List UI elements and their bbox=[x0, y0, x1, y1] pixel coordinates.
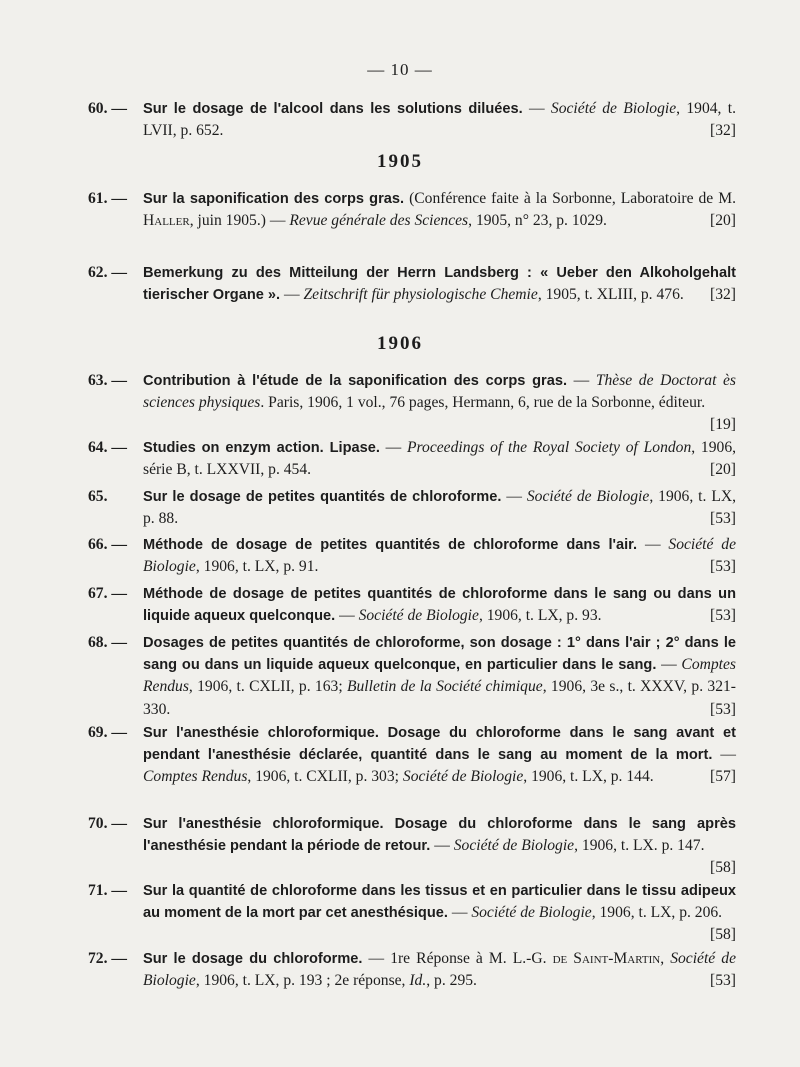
entry-title: Sur l'anesthésie chloroformique. Dosage du chloroforme dans le sang avant et pendant l'anesthésie déclarée, quantité dans le sang au moment de la mort. bbox=[143, 725, 736, 764]
entry-separator: — bbox=[637, 536, 669, 553]
entry-reference: [53] bbox=[710, 607, 736, 625]
entry-number: 61. — bbox=[88, 190, 127, 207]
entry-title: Sur la saponification des corps gras. bbox=[143, 191, 405, 207]
entry-title: Bemerkung zu des Mitteilung der Herrn Landsberg : « Ueber den Alkoholgehalt tierischer Organe ». bbox=[143, 265, 736, 304]
entry-reference: [53] bbox=[710, 700, 736, 718]
entry-number: 66. — bbox=[88, 536, 127, 553]
entry-reference: [20] bbox=[710, 461, 736, 479]
entry-reference: [58] bbox=[710, 926, 736, 944]
entry-note: (Conférence faite à la Sorbonne, Laboratoire de M. bbox=[404, 190, 737, 207]
entry-separator: — bbox=[656, 656, 682, 674]
entry-number: 62. — bbox=[88, 264, 127, 281]
entry-text bbox=[143, 486, 736, 530]
entry-title: Contribution à l'étude de la saponification des corps gras. bbox=[143, 373, 568, 389]
entry-text bbox=[143, 262, 736, 306]
entry-person: Haller bbox=[143, 212, 190, 230]
entry-journal: Société de Biologie bbox=[143, 536, 737, 576]
entry-details: , 1906, série B, t. LXXVII, p. 454. bbox=[143, 439, 737, 479]
entry-text bbox=[143, 534, 736, 578]
bibliography-entry bbox=[88, 98, 736, 142]
entry-reference: [53] bbox=[710, 510, 736, 528]
year-heading: 1905 bbox=[377, 151, 423, 172]
entry-title: Sur le dosage de l'alcool dans les solutions diluées. bbox=[143, 101, 523, 117]
entry-details: . Paris, 1906, 1 vol., 76 pages, Hermann, 6, rue de la Sorbonne, éditeur. bbox=[260, 394, 706, 412]
bibliography-entry bbox=[88, 370, 736, 437]
entry-text bbox=[143, 948, 736, 992]
entry-journal: Id. bbox=[409, 972, 427, 990]
entry-details: , 1906, t. CXLII, p. 163; bbox=[188, 678, 347, 696]
bibliography-entry bbox=[88, 534, 736, 578]
entry-title: Sur la quantité de chloroforme dans les tissus et en particulier dans le tissu adipeux au moment de la mort par cet anesthésique. bbox=[143, 883, 736, 922]
entry-number: 65. bbox=[88, 488, 108, 505]
entry-journal: Revue générale des Sciences bbox=[289, 212, 469, 230]
entry-separator: — bbox=[567, 372, 596, 389]
entry-details: , 1906, t. LX. p. 147. bbox=[574, 837, 705, 855]
entry-details: , 1906, t. LX, p. 193 ; 2e réponse, bbox=[195, 972, 410, 990]
entry-details: , 1906, t. LX, p. 91. bbox=[195, 558, 319, 576]
entry-number: 71. — bbox=[88, 882, 127, 899]
entry-number: 64. — bbox=[88, 439, 127, 456]
bibliography-entry bbox=[88, 262, 736, 306]
entry-journal: Société de Biologie bbox=[402, 768, 524, 786]
entry-separator: — bbox=[430, 837, 454, 855]
entry-title: Méthode de dosage de petites quantités de chloroforme dans le sang ou dans un liquide aqueux quelconque. bbox=[143, 586, 736, 625]
entry-separator: — bbox=[447, 904, 472, 922]
bibliography-entry bbox=[88, 583, 736, 627]
entry-journal: Thèse de Doctorat ès sciences physiques bbox=[143, 372, 736, 412]
bibliography-entry bbox=[88, 880, 736, 947]
entry-journal: Société de Biologie bbox=[143, 950, 737, 990]
entry-number: 67. — bbox=[88, 585, 127, 602]
entry-reference: [32] bbox=[710, 122, 736, 140]
entry-note: — 1re Réponse à M. L.-G. bbox=[362, 950, 553, 967]
entry-details: , 1906, t. LX, p. 93. bbox=[478, 607, 602, 625]
entry-number: 70. — bbox=[88, 815, 127, 832]
entry-text bbox=[143, 813, 736, 877]
entry-number: 72. — bbox=[88, 950, 127, 967]
entry-text bbox=[143, 370, 736, 434]
entry-details: , 1906, t. LX, p. 88. bbox=[143, 488, 737, 528]
entry-person: de Saint-Martin bbox=[552, 950, 661, 967]
entry-details: , 1906, 3e s., t. XXXV, p. 321-330. bbox=[143, 678, 737, 718]
bibliography-entry bbox=[88, 437, 736, 481]
entry-number: 68. — bbox=[88, 634, 127, 651]
entry-title: Studies on enzym action. Lipase. bbox=[143, 440, 380, 456]
entry-reference: [58] bbox=[710, 859, 736, 877]
entry-number: 69. — bbox=[88, 724, 127, 741]
entry-details: , 1906, t. LX, p. 144. bbox=[523, 768, 654, 786]
entry-title: Sur le dosage du chloroforme. bbox=[143, 951, 363, 967]
entry-journal: Comptes Rendus bbox=[143, 768, 248, 786]
entry-journal: Société de Biologie bbox=[358, 607, 479, 625]
entry-journal: Zeitschrift für physiologische Chemie bbox=[303, 286, 538, 304]
entry-reference: [53] bbox=[710, 972, 736, 990]
bibliography-entry bbox=[88, 188, 736, 232]
year-heading: 1906 bbox=[377, 333, 423, 354]
entry-number: 60. — bbox=[88, 100, 127, 117]
bibliography-entry bbox=[88, 632, 736, 721]
entry-text bbox=[143, 880, 736, 944]
entry-separator: — bbox=[280, 286, 304, 304]
entry-separator: — bbox=[522, 100, 551, 117]
entry-title: Sur le dosage de petites quantités de chloroforme. bbox=[143, 489, 502, 505]
entry-journal: Comptes Rendus bbox=[143, 656, 736, 696]
entry-text bbox=[143, 188, 736, 232]
entry-reference: [19] bbox=[710, 416, 736, 434]
entry-journal: Société de Biologie bbox=[453, 837, 575, 855]
bibliography-entry bbox=[88, 486, 736, 530]
entry-text bbox=[143, 437, 736, 481]
entry-title: Méthode de dosage de petites quantités de chloroforme dans l'air. bbox=[143, 537, 638, 553]
entry-reference: [32] bbox=[710, 286, 736, 304]
entry-journal: Société de Biologie bbox=[471, 904, 592, 922]
entry-reference: [53] bbox=[710, 558, 736, 576]
entry-title: Sur l'anesthésie chloroformique. Dosage du chloroforme dans le sang après l'anesthésie pendant la période de retour. bbox=[143, 816, 736, 855]
entry-journal: Bulletin de la Société chimique bbox=[346, 678, 543, 696]
entry-separator: — bbox=[379, 439, 408, 456]
entry-separator: — bbox=[501, 488, 527, 505]
entry-text bbox=[143, 632, 736, 721]
entry-details: , 1904, t. LVII, p. 652. bbox=[143, 100, 736, 140]
bibliography-entry bbox=[88, 813, 736, 880]
entry-journal: Société de Biologie bbox=[550, 100, 677, 117]
entry-details: , p. 295. bbox=[426, 972, 477, 990]
entry-separator: — bbox=[335, 607, 359, 625]
entry-reference: [57] bbox=[710, 768, 736, 786]
entry-title: Dosages de petites quantités de chloroforme, son dosage : 1° dans l'air ; 2° dans le sang ou dans un liquide aqueux quelconque, en particulier dans le sang. bbox=[143, 635, 736, 674]
entry-note: , juin 1905.) — bbox=[189, 212, 290, 230]
entry-reference: [20] bbox=[710, 212, 736, 230]
entry-text bbox=[143, 722, 736, 789]
entry-details: , 1905, t. XLIII, p. 476. bbox=[537, 286, 684, 304]
bibliography-entry bbox=[88, 722, 736, 789]
entry-details: , 1905, n° 23, p. 1029. bbox=[468, 212, 607, 230]
entry-text bbox=[143, 583, 736, 627]
page-number: — 10 — bbox=[367, 60, 433, 79]
entry-number: 63. — bbox=[88, 372, 127, 389]
bibliography-entry bbox=[88, 948, 736, 992]
entry-journal: Proceedings of the Royal Society of London bbox=[407, 439, 692, 456]
entry-details: , 1906, t. LX, p. 206. bbox=[591, 904, 723, 922]
entry-separator: — bbox=[712, 746, 736, 764]
entry-journal: Société de Biologie bbox=[526, 488, 650, 505]
entry-details: , 1906, t. CXLII, p. 303; bbox=[247, 768, 403, 786]
entry-note: , bbox=[660, 950, 671, 967]
entry-text bbox=[143, 98, 736, 142]
